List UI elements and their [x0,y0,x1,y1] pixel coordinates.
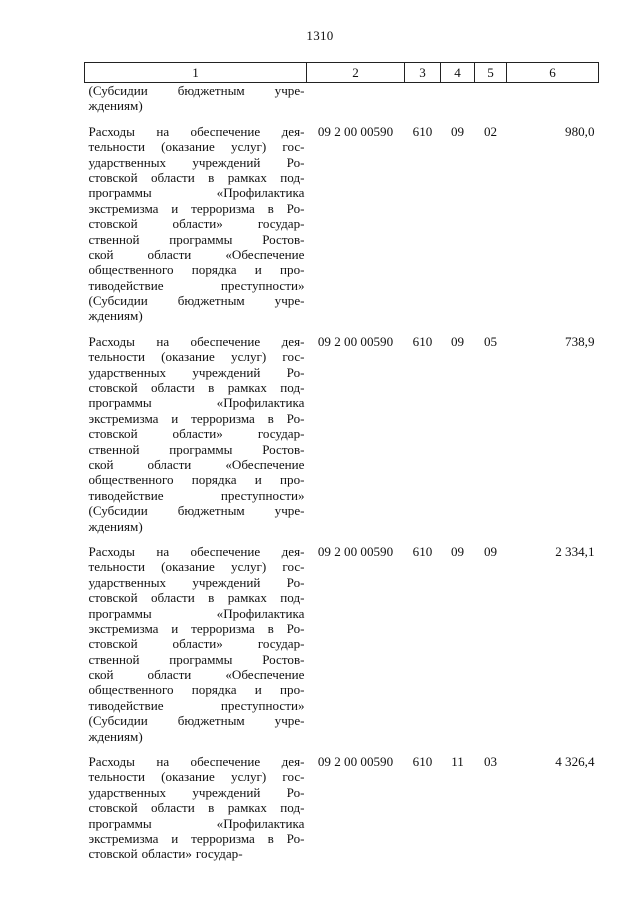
description-word: рамках [227,169,267,185]
description-word: и [254,472,262,488]
description-word: стовской [88,800,138,816]
continuation-row [85,83,599,124]
description-word: преступности» [220,487,305,503]
description-word: гос- [282,139,305,155]
description-word: (оказание [161,559,215,575]
description-line [89,800,305,815]
description-word: ударственных [88,574,167,590]
description-word: стовской [88,636,138,652]
description-line [89,124,305,139]
description-word: в [267,200,274,216]
description-word: области [147,246,192,262]
expense-description [85,124,307,334]
header-row [85,63,599,83]
description-word: ждениям) [88,98,143,114]
description-word: общественного [88,682,174,698]
description-word: Ро- [286,364,305,380]
description-word: ударственных [88,364,167,380]
subsection-code: 05 [483,333,498,349]
description-line [89,754,305,769]
description-word: в [208,800,215,816]
column-header-2: 2 [307,63,405,83]
amount-value: 2 334,1 [555,543,595,559]
description-word: «Обеспечение [225,667,305,683]
description-word: на [156,543,170,559]
column-header-6: 6 [507,63,599,83]
description-line [89,411,305,426]
description-word: тиводействие [88,487,164,503]
subsection-code: 03 [483,754,498,770]
column-header-3: 3 [405,63,441,83]
description-line [89,349,305,364]
description-word: Ро- [286,154,305,170]
description-word: рамках [227,380,267,396]
description-line [89,544,305,559]
description-word: программы [88,395,152,411]
target-article-code: 09 2 00 00590 [317,754,394,770]
description-word: преступности» [220,277,305,293]
description-word: «Обеспечение [225,456,305,472]
continuation-description [85,83,307,124]
budget-table [84,62,599,872]
page-number: 1310 [306,28,334,43]
subsection-code: 09 [483,543,498,559]
description-line [89,201,305,216]
description-word: стовской [88,426,138,442]
description-word: услуг) [231,139,267,155]
description-line [89,472,305,487]
description-word: Ро- [286,574,305,590]
description-word: программы [169,231,233,247]
description-word: и [171,410,179,426]
description-word: порядка [191,472,237,488]
description-word: и [171,200,179,216]
subsection-code: 02 [483,123,498,139]
description-word: ждениям) [88,308,143,324]
description-line [89,98,305,113]
description-word: в [208,380,215,396]
description-word: «Профилактика [216,605,305,621]
description-word: области» [141,846,192,862]
description-word: учре- [274,503,305,519]
description-line [89,667,305,682]
description-word: стовской [88,216,138,232]
description-line [89,170,305,185]
description-word: услуг) [231,559,267,575]
description-word: дея- [281,754,305,770]
description-word: программы [88,605,152,621]
description-word: экстремизма [88,410,159,426]
expense-type-code: 610 [412,754,433,770]
description-word: области [150,380,195,396]
description-word: обеспечение [190,543,261,559]
description-word: области [150,590,195,606]
description-word: на [156,754,170,770]
description-line [89,262,305,277]
description-word: Ростов- [262,231,305,247]
description-word: области» [172,636,223,652]
description-word: терроризма [191,620,255,636]
description-word: ственной [88,441,140,457]
description-word: государ- [257,636,305,652]
description-word: программы [88,815,152,831]
expense-type-code: 610 [412,333,433,349]
description-word: учре- [274,83,305,98]
description-word: бюджетным [177,293,245,309]
table-row [85,544,599,754]
description-word: стовской [88,846,138,862]
description-line [89,293,305,308]
description-word: ударственных [88,154,167,170]
description-word: области» [172,426,223,442]
description-word: бюджетным [177,503,245,519]
description-word: (Субсидии [88,83,148,98]
description-word: ждениям) [88,518,143,534]
description-word: ской [88,456,114,472]
description-line [89,729,305,744]
description-word: области [147,456,192,472]
table-row [85,754,599,872]
section-code: 09 [450,543,465,559]
description-word: области» [172,216,223,232]
description-line [89,155,305,170]
description-word: ударственных [88,784,167,800]
description-word: порядка [191,262,237,278]
description-line [89,682,305,697]
description-word: учреждений [192,364,261,380]
description-word: ственной [88,651,140,667]
description-word: тельности [88,769,145,785]
description-word: «Профилактика [216,185,305,201]
description-word: дея- [281,543,305,559]
table-body [85,83,599,872]
description-word: обеспечение [190,333,261,349]
description-word: экстремизма [88,620,159,636]
description-word: государ- [195,846,243,862]
description-word: под- [280,169,305,185]
target-article-code: 09 2 00 00590 [317,333,394,349]
description-word: учре- [274,293,305,309]
description-word: Ро- [286,830,305,846]
description-word: рамках [227,800,267,816]
description-word: гос- [282,769,305,785]
description-word: услуг) [231,349,267,365]
description-word: государ- [257,216,305,232]
description-line [89,816,305,831]
description-word: Расходы [88,123,135,139]
description-word: в [267,830,274,846]
description-word: программы [169,441,233,457]
description-word: про- [280,472,305,488]
description-word: Ро- [286,620,305,636]
description-word: (Субсидии [88,503,148,519]
description-word: стовской [88,380,138,396]
description-word: тиводействие [88,697,164,713]
description-word: в [208,169,215,185]
description-line [89,575,305,590]
description-word: области [150,169,195,185]
expense-type-code: 610 [412,123,433,139]
description-line [89,785,305,800]
description-line [89,713,305,728]
description-line [89,442,305,457]
description-word: экстремизма [88,200,159,216]
description-word: экстремизма [88,830,159,846]
description-word: (Субсидии [88,293,148,309]
description-word: на [156,333,170,349]
description-word: терроризма [191,200,255,216]
expense-type-code: 610 [412,543,433,559]
description-line [89,698,305,713]
column-header-4: 4 [441,63,475,83]
description-line [89,139,305,154]
description-word: и [171,620,179,636]
description-line [89,334,305,349]
description-word: гос- [282,559,305,575]
table-row [85,334,599,544]
description-word: под- [280,590,305,606]
description-line [89,488,305,503]
description-word: учре- [274,713,305,729]
description-word: про- [280,262,305,278]
description-word: (Субсидии [88,713,148,729]
description-line [89,636,305,651]
description-word: общественного [88,262,174,278]
description-word: Ростов- [262,441,305,457]
target-article-code: 09 2 00 00590 [317,123,394,139]
description-word: дея- [281,123,305,139]
description-word: Ро- [286,200,305,216]
description-word: ской [88,667,114,683]
section-code: 09 [450,123,465,139]
description-line [89,831,305,846]
description-word: «Профилактика [216,815,305,831]
description-word: стовской [88,590,138,606]
description-word: преступности» [220,697,305,713]
description-word: «Профилактика [216,395,305,411]
description-line [89,247,305,262]
description-word: тельности [88,139,145,155]
description-word: в [267,410,274,426]
table-row [85,124,599,334]
description-word: про- [280,682,305,698]
description-line [89,846,305,861]
amount-value: 4 326,4 [555,754,595,770]
description-word: тельности [88,349,145,365]
description-word: в [208,590,215,606]
description-line [89,216,305,231]
description-line [89,83,305,98]
description-word: обеспечение [190,754,261,770]
description-word: ственной [88,231,140,247]
description-line [89,621,305,636]
description-word: гос- [282,349,305,365]
description-word: общественного [88,472,174,488]
description-word: под- [280,380,305,396]
description-word: услуг) [231,769,267,785]
description-word: порядка [191,682,237,698]
description-line [89,559,305,574]
column-header-1: 1 [85,63,307,83]
description-line [89,457,305,472]
description-word: области [150,800,195,816]
description-line [89,590,305,605]
description-word: области [147,667,192,683]
section-code: 11 [451,754,464,770]
description-line [89,769,305,784]
column-header-5: 5 [475,63,507,83]
description-line [89,395,305,410]
description-line [89,232,305,247]
description-line [89,606,305,621]
description-line [89,380,305,395]
description-word: терроризма [191,830,255,846]
section-code: 09 [450,333,465,349]
description-word: и [171,830,179,846]
description-word: Расходы [88,543,135,559]
amount-value: 980,0 [565,123,595,139]
description-word: ждениям) [88,728,143,744]
description-word: бюджетным [177,83,245,98]
description-line [89,278,305,293]
description-word: «Обеспечение [225,246,305,262]
description-word: под- [280,800,305,816]
description-line [89,185,305,200]
description-word: дея- [281,333,305,349]
description-word: программы [88,185,152,201]
description-word: Ро- [286,784,305,800]
description-word: учреждений [192,574,261,590]
description-word: Ро- [286,410,305,426]
amount-value: 738,9 [565,333,595,349]
description-word: (оказание [161,769,215,785]
description-word: в [267,620,274,636]
description-word: программы [169,651,233,667]
description-line [89,652,305,667]
expense-description [85,544,307,754]
description-line [89,426,305,441]
description-word: и [254,262,262,278]
description-line [89,519,305,534]
description-line [89,503,305,518]
description-word: стовской [88,169,138,185]
description-word: терроризма [191,410,255,426]
description-word: учреждений [192,154,261,170]
expense-description [85,754,307,872]
description-word: ской [88,246,114,262]
description-word: Расходы [88,754,135,770]
description-word: на [156,123,170,139]
description-word: учреждений [192,784,261,800]
description-word: Расходы [88,333,135,349]
description-word: (оказание [161,139,215,155]
description-word: бюджетным [177,713,245,729]
description-word: и [254,682,262,698]
target-article-code: 09 2 00 00590 [317,543,394,559]
description-line [89,308,305,323]
description-word: государ- [257,426,305,442]
description-line [89,365,305,380]
description-word: рамках [227,590,267,606]
description-word: Ростов- [262,651,305,667]
description-word: (оказание [161,349,215,365]
description-word: тельности [88,559,145,575]
expense-description [85,334,307,544]
description-word: тиводействие [88,277,164,293]
description-word: обеспечение [190,123,261,139]
